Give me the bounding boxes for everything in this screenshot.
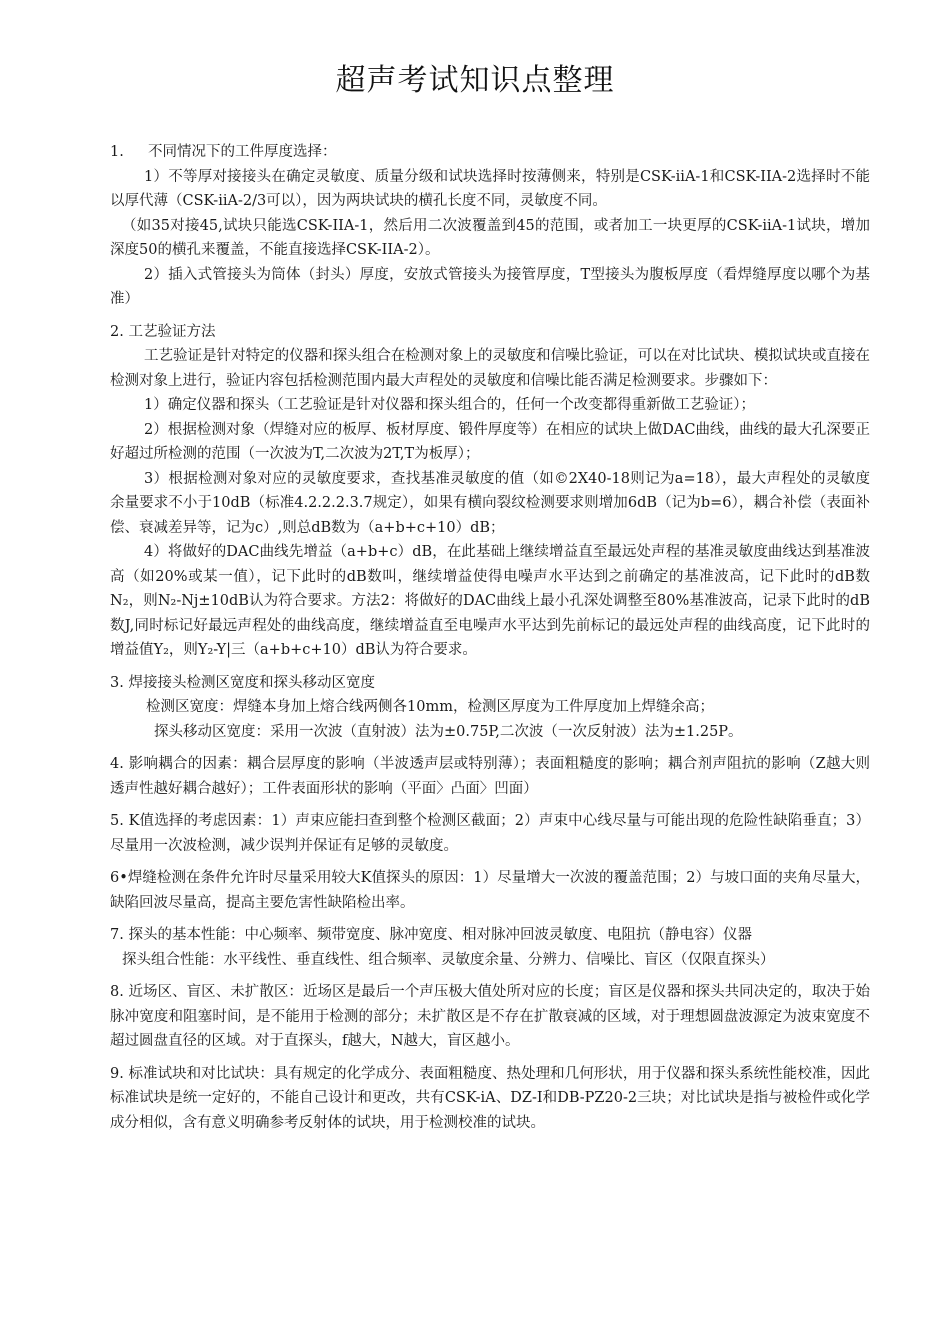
section-4-paragraph: 4. 影响耦合的因素：耦合层厚度的影响（半波透声层或特别薄）；表面粗糙度的影响；耦合剂声阻抗的影响（Z越大则透声性越好耦合越好）；工件表面形状的影响（平面〉凸面〉凹面）	[110, 756, 870, 797]
document-body	[110, 140, 870, 1135]
section-6-paragraph: 6•焊缝检测在条件允许时尽量采用较大K值探头的原因：1）尽量增大一次波的覆盖范围；2）与坡口面的夹角尽量大，缺陷回波尽量高，提高主要危害性缺陷检出率。	[110, 870, 870, 911]
section-1-heading-text: 不同情况下的工件厚度选择：	[148, 144, 337, 160]
section-1-paragraph-2: （如35对接45,试块只能选CSK-IIA-1，然后用二次波覆盖到45的范围，或者加工一块更厚的CSK-iiA-1试块，增加深度50的横孔来覆盖，不能直接选择CSK-IIA-2）。	[110, 217, 870, 258]
section-9-paragraph: 9. 标准试块和对比试块：具有规定的化学成分、表面粗糙度、热处理和几何形状，用于仪器和探头系统性能校准，因此标准试块是统一定好的，不能自己设计和更改，共有CSK-iA、DZ-I和DB-PZ20-2三块；对比试块是指与被检件或化学成分相似，含有意义明确参考反射体的试块，用于检测校准的试块。	[110, 1065, 870, 1131]
page-title: 超声考试知识点整理	[335, 63, 615, 98]
section-1-heading	[110, 140, 870, 165]
section-2-paragraph-4: 3）根据检测对象对应的灵敏度要求，查找基准灵敏度的值（如©2X40-18则记为a=18），最大声程处的灵敏度余量要求不小于10dB（标准4.2.2.2.3.7规定），如果有横向裂纹检测要求则增加6dB（记为b=6），耦合补偿（表面补偿、衰减差异等，记为c）,则总dB数为（a+b+c+10）dB；	[110, 470, 870, 536]
section-7-line-1: 7. 探头的基本性能：中心频率、频带宽度、脉冲宽度、相对脉冲回波灵敏度、电阻抗（静电容）仪器	[110, 927, 752, 943]
section-5-paragraph: 5. K值选择的考虑因素：1）声束应能扫查到整个检测区截面；2）声束中心线尽量与可能出现的危险性缺陷垂直；3）尽量用一次波检测，减少误判并保证有足够的灵敏度。	[110, 813, 870, 854]
section-1-paragraph-1: 1）不等厚对接接头在确定灵敏度、质量分级和试块选择时按薄侧来，特别是CSK-iiA-1和CSK-IIA-2选择时不能以厚代薄（CSK-iiA-2/3可以），因为两块试块的横孔长度不同，灵敏度不同。	[110, 168, 870, 209]
section-8-paragraph: 8. 近场区、盲区、未扩散区：近场区是最后一个声压极大值处所对应的长度；盲区是仪器和探头共同决定的，取决于始脉冲宽度和阻塞时间，是不能用于检测的部分；未扩散区是不存在扩散衰减的区域，对于理想圆盘波源定为波束宽度不超过圆盘直径的区域。对于直探头，f越大，N越大，盲区越小。	[110, 984, 870, 1049]
section-2-paragraph-2: 1）确定仪器和探头（工艺验证是针对仪器和探头组合的，任何一个改变都得重新做工艺验证）；	[144, 397, 755, 413]
section-7-line-2: 探头组合性能：水平线性、垂直线性、组合频率、灵敏度余量、分辨力、信噪比、盲区（仅限直探头）	[122, 951, 775, 968]
section-2-paragraph-5: 4）将做好的DAC曲线先增益（a+b+c）dB，在此基础上继续增益直至最远处声程的基准灵敏度曲线达到基准波高（如20%或某一值），记下此时的dB数叫，继续增益使得电噪声水平达到之前确定的基准波高，记下此时的dB数N₂，则N₂-Nj±10dB认为符合要求。方法2：将做好的DAC曲线上最小孔深处调整至80%基准波高，记录下此时的dB数J,同时标记好最远声程处的曲线高度，继续增益直至电噪声水平达到先前标记的最远处声程的曲线高度，记下此时的增益值Y₂，则Y₂-Y|三（a+b+c+10）dB认为符合要求。	[110, 544, 870, 658]
section-1-paragraph-3: 2）插入式管接头为筒体（封头）厚度，安放式管接头为接管厚度，T型接头为腹板厚度（看焊缝厚度以哪个为基准）	[110, 266, 870, 307]
section-2-paragraph-1: 工艺验证是针对特定的仪器和探头组合在检测对象上的灵敏度和信噪比验证，可以在对比试块、模拟试块或直接在检测对象上进行，验证内容包括检测范围内最大声程处的灵敏度和信噪比能否满足检测要求。步骤如下：	[110, 348, 870, 389]
section-2-paragraph-3: 2）根据检测对象（焊缝对应的板厚、板材厚度、锻件厚度等）在相应的试块上做DAC曲线，曲线的最大孔深要正好超过所检测的范围（一次波为T,二次波为2T,T为板厚）；	[110, 421, 870, 462]
section-3-paragraph-2: 探头移动区宽度：采用一次波（直射波）法为±0.75P,二次波（一次反射波）法为±1.25P。	[154, 723, 743, 740]
section-2-heading: 2. 工艺验证方法	[110, 323, 216, 340]
section-3-heading: 3. 焊接接头检测区宽度和探头移动区宽度	[110, 674, 375, 691]
section-3-paragraph-1: 检测区宽度：焊缝本身加上熔合线两侧各10mm，检测区厚度为工件厚度加上焊缝余高；	[146, 699, 714, 715]
section-1-number: 1.	[110, 144, 124, 160]
